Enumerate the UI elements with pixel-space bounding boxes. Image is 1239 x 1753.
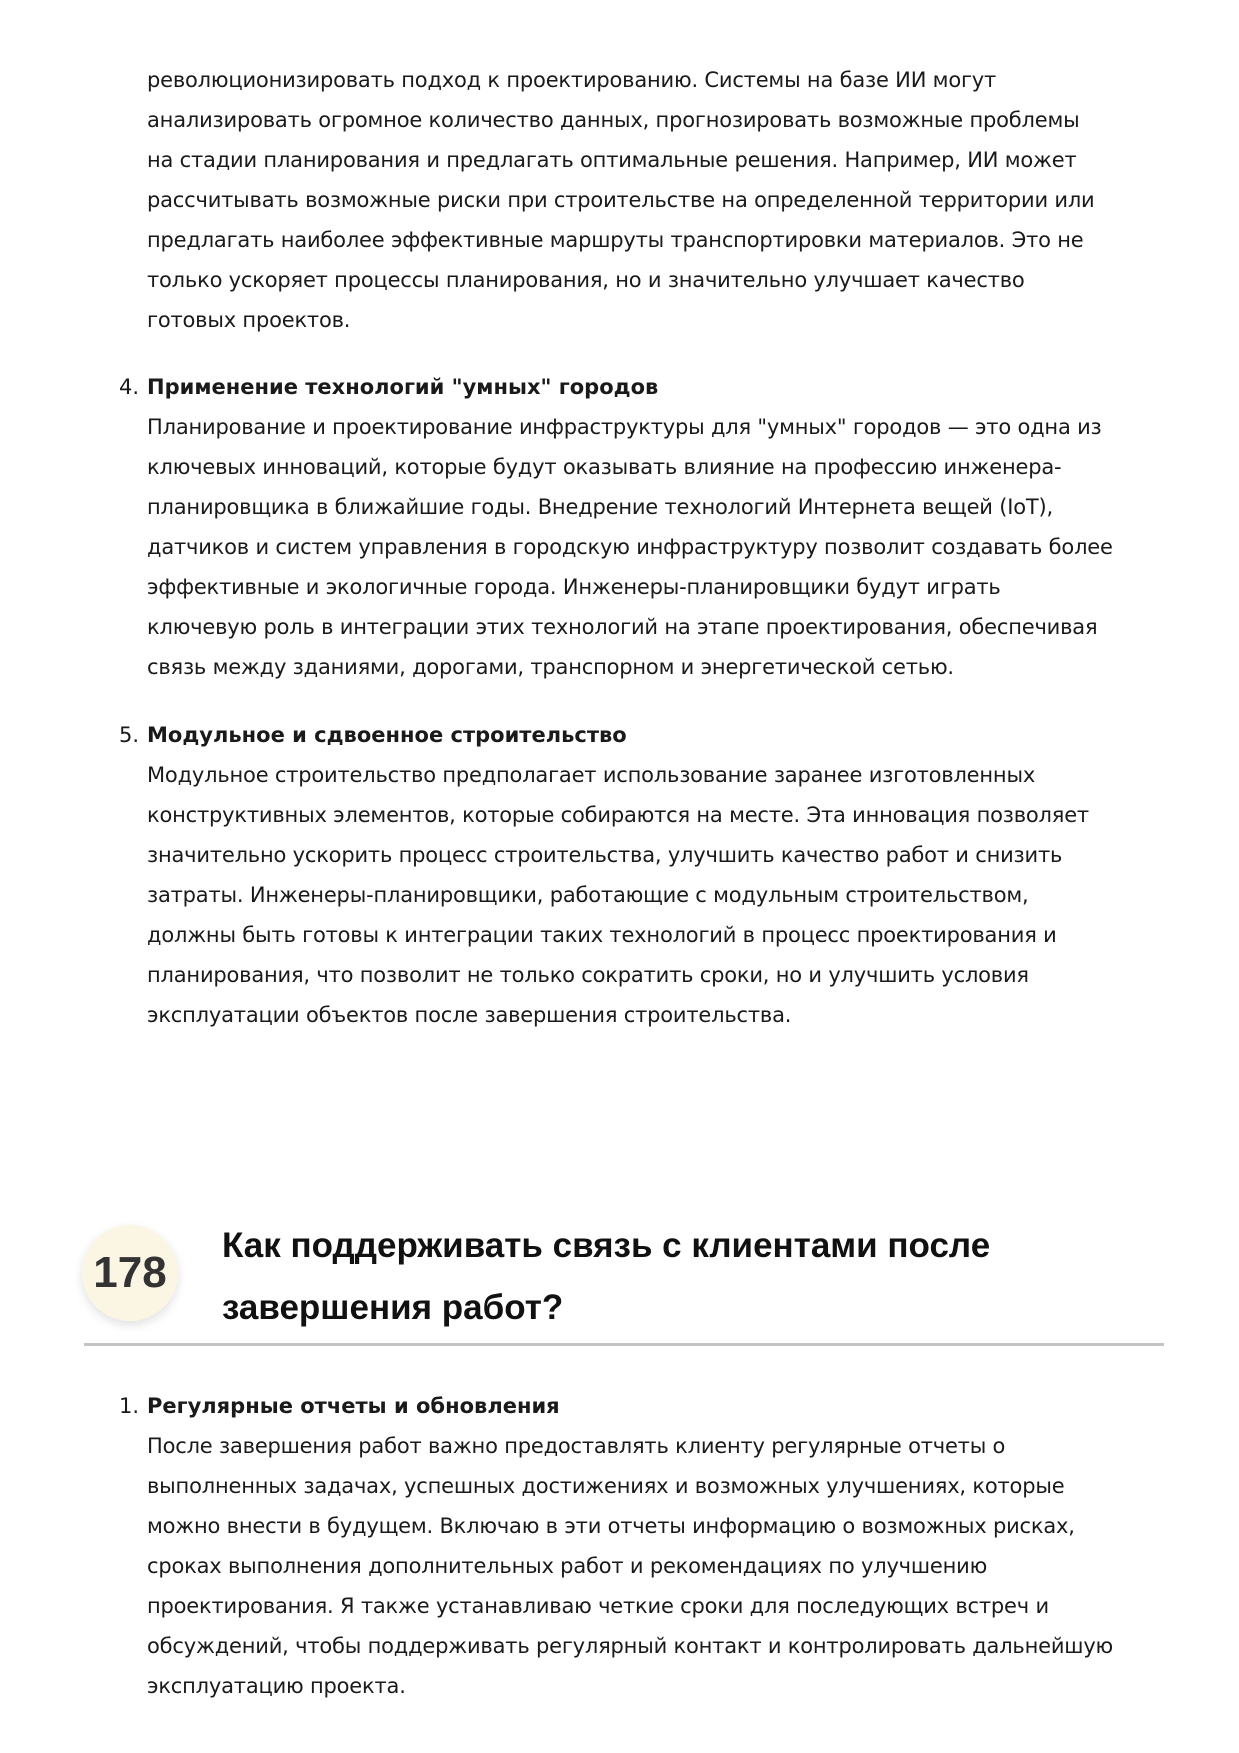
list-title-text: Применение технологий "умных" городов [147,375,659,399]
text-line: датчиков и систем управления в городскую инфраструктуру позволит создавать более [147,535,1113,559]
text-line: связь между зданиями, дорогами, транспорном и энергетической сетью. [147,655,954,679]
intro-paragraph [147,60,1177,340]
list-item-title [119,715,1177,755]
text-line: конструктивных элементов, которые собираются на месте. Эта инновация позволяет [147,803,1089,827]
text-line: После завершения работ важно предоставлять клиенту регулярные отчеты о [147,1434,1006,1458]
text-line: предлагать наиболее эффективные маршруты транспортировки материалов. Это не [147,228,1084,252]
list-number: 4. [119,375,140,399]
text-line: эффективные и экологичные города. Инженеры-планировщики будут играть [147,575,1001,599]
text-line: революционизировать подход к проектированию. Системы на базе ИИ могут [147,68,997,92]
list-item-title [119,367,1177,407]
text-line: проектирования. Я также устанавливаю четкие сроки для последующих встреч и [147,1594,1049,1618]
list-number: 5. [119,723,140,747]
text-line: Модульное строительство предполагает использование заранее изготовленных [147,763,1036,787]
text-line: можно внести в будущем. Включаю в эти отчеты информацию о возможных рисках, [147,1514,1075,1538]
text-line: эксплуатацию проекта. [147,1674,406,1698]
list-number: 1. [119,1394,140,1418]
text-line: обсуждений, чтобы поддерживать регулярный контакт и контролировать дальнейшую [147,1634,1114,1658]
section-divider [84,1343,1164,1346]
text-line: ключевых инноваций, которые будут оказывать влияние на профессию инженера- [147,455,1062,479]
text-line: ключевую роль в интеграции этих технологий на этапе проектирования, обеспечивая [147,615,1098,639]
text-line: только ускоряет процессы планирования, но и значительно улучшает качество [147,268,1025,292]
section-number-badge: 178 [82,1225,178,1321]
text-line: сроках выполнения дополнительных работ и рекомендациях по улучшению [147,1554,988,1578]
list-item-title [119,1386,1177,1426]
text-line: значительно ускорить процесс строительства, улучшить качество работ и снизить [147,843,1063,867]
text-line: рассчитывать возможные риски при строительстве на определенной территории или [147,188,1095,212]
list-item-modular [119,715,1177,1035]
text-line: планировщика в ближайшие годы. Внедрение технологий Интернета вещей (IoT), [147,495,1053,519]
text-line: Планирование и проектирование инфраструктуры для "умных" городов — это одна из [147,415,1102,439]
text-line: затраты. Инженеры-планировщики, работающие с модульным строительством, [147,883,1029,907]
list-item-smart-cities [119,367,1177,687]
heading-line: завершения работ? [222,1288,564,1327]
list-title-text: Модульное и сдвоенное строительство [147,723,627,747]
text-line: анализировать огромное количество данных, прогнозировать возможные проблемы [147,108,1080,132]
section-heading [222,1215,1122,1339]
text-line: должны быть готовы к интеграции таких технологий в процесс проектирования и [147,923,1057,947]
text-line: выполненных задачах, успешных достижениях и возможных улучшениях, которые [147,1474,1065,1498]
text-line: готовых проектов. [147,308,351,332]
text-line: планирования, что позволит не только сократить сроки, но и улучшить условия [147,963,1029,987]
text-line: эксплуатации объектов после завершения строительства. [147,1003,792,1027]
text-line: на стадии планирования и предлагать оптимальные решения. Например, ИИ может [147,148,1077,172]
heading-line: Как поддерживать связь с клиентами после [222,1226,991,1265]
list-title-text: Регулярные отчеты и обновления [147,1394,560,1418]
list-item-reports [119,1386,1177,1706]
